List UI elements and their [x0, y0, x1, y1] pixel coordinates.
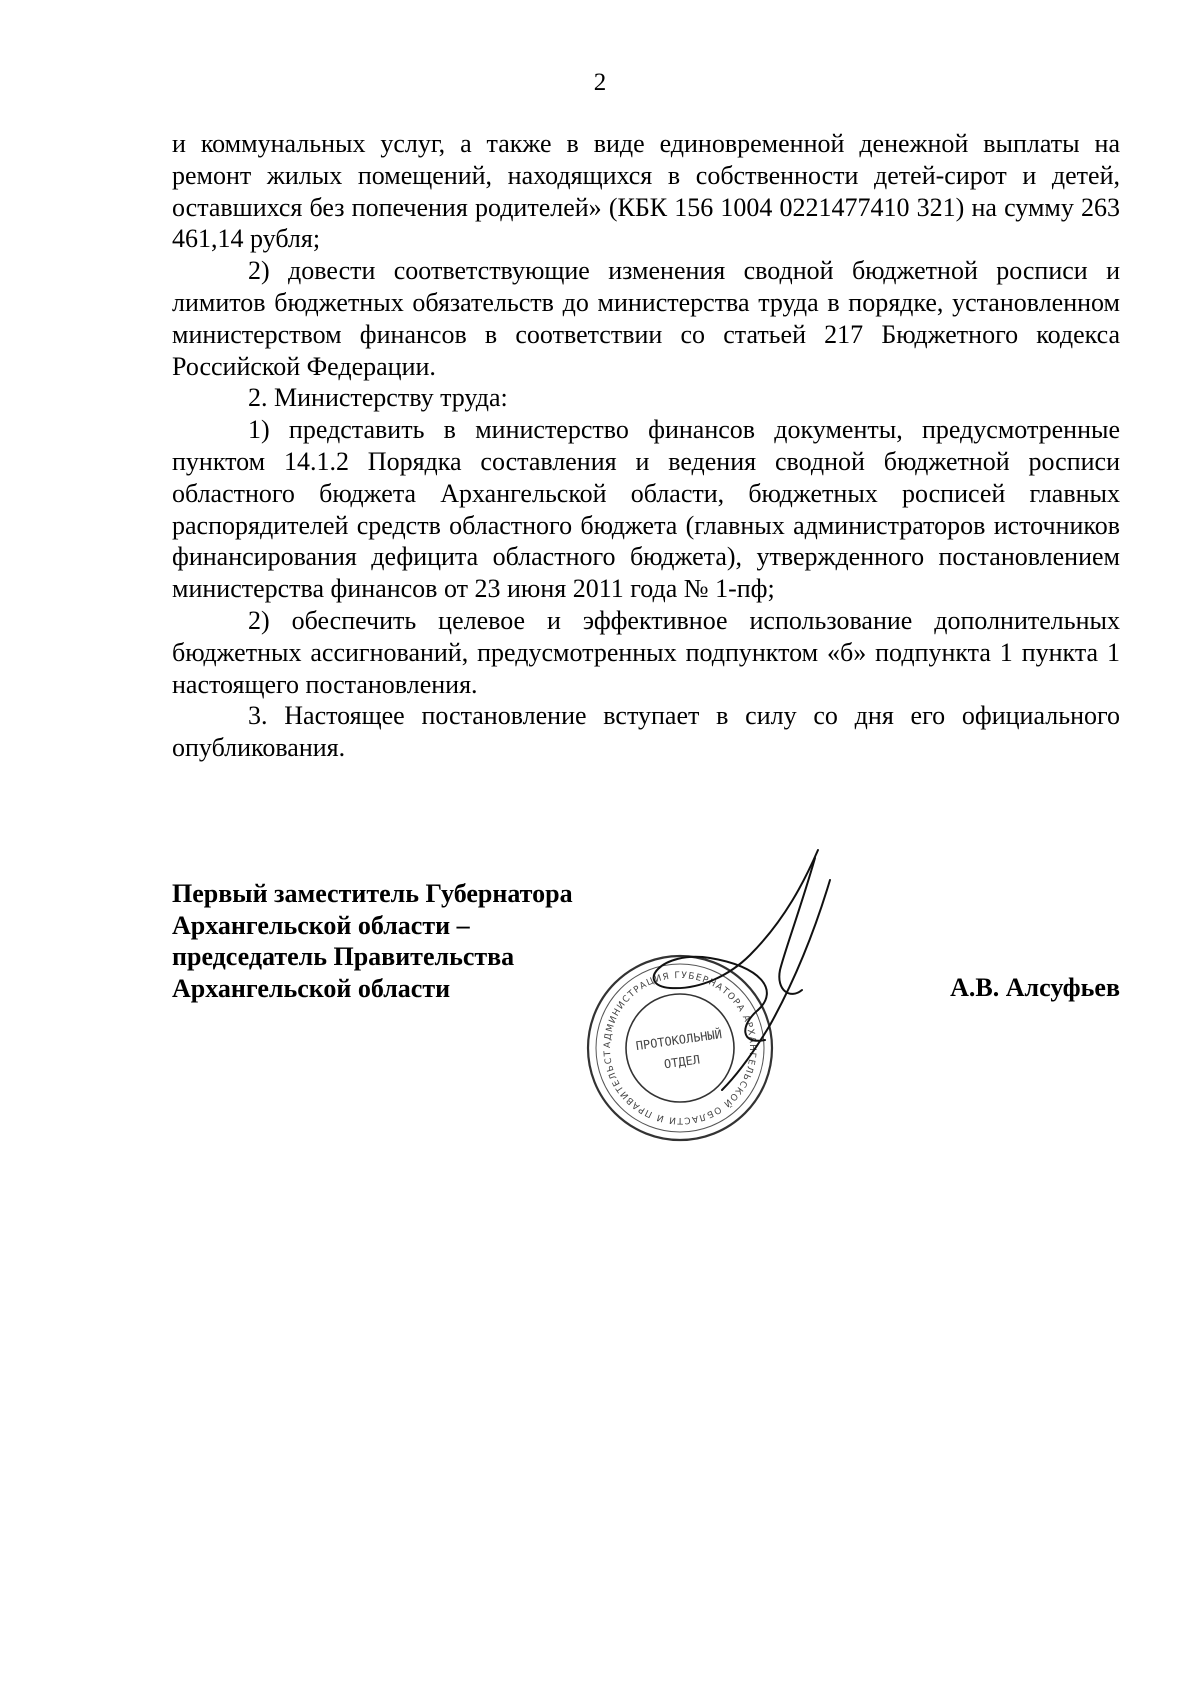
official-title-line: Архангельской области – — [172, 910, 470, 940]
official-title-line: председатель Правительства — [172, 942, 515, 971]
official-title-line: Архангельской области — [172, 973, 451, 1003]
seal-ring-text: АДМИНИСТРАЦИЯ ГУБЕРНАТОРА АРХАНГЕЛЬСКОЙ ОБЛАСТИ И ПРАВИТЕЛЬСТВА АРХАНГЕЛЬСКОЙ ОБЛАСТИ — [585, 843, 758, 1126]
official-title-line: Первый заместитель Губернатора — [172, 879, 573, 908]
official-name: А.В. Алсуфьев — [950, 973, 1120, 1002]
seal-center-line: ПРОТОКОЛЬНЫЙ — [634, 1027, 723, 1054]
stamp-and-signature — [585, 843, 850, 1210]
paragraph-point-2: 2. Министерству труда: — [248, 383, 508, 413]
page-number: 2 — [593, 69, 607, 96]
paragraph-point-2-subpoint-2: 2) обеспечить целевое и эффективное использование дополнительных бюджетных ассигнований, предусмотренных подпунктом «б» подпункта 1 пункта 1 настоящего постановления. — [172, 605, 1120, 699]
stamp-signature-graphic — [585, 843, 850, 1210]
official-seal — [586, 841, 772, 1140]
paragraph-point-2-subpoint-1: 1) представить в министерство финансов документы, предусмотренные пунктом 14.1.2 Порядка составления и ведения сводной бюджетной росписи областного бюджета Архангельской области, бюджетных росписей главных распорядителей средств областного бюджета (главных администраторов источников финансирования дефицита областного бюджета), утвержденного постановлением министерства финансов от 23 июня 2011 года № 1-пф; — [172, 415, 1120, 604]
paragraph-continuation: и коммунальных услуг, а также в виде единовременной денежной выплаты на ремонт жилых помещений, находящихся в собственности детей-сирот и детей, оставшихся без попечения родителей» (КБК 156 1004 0221477410 321) на сумму 263 461,14 рубля; — [172, 129, 1120, 254]
seal-center-line: ОТДЕЛ — [663, 1052, 701, 1072]
document-body — [172, 128, 1120, 764]
paragraph-point-3: 3. Настоящее постановление вступает в силу со дня его официального опубликования. — [172, 701, 1120, 763]
handwritten-signature — [654, 850, 830, 1090]
paragraph-subpoint-2: 2) довести соответствующие изменения сводной бюджетной росписи и лимитов бюджетных обязательств до министерства труда в порядке, установленном министерством финансов в соответствии со статьей 217 Бюджетного кодекса Российской Федерации. — [172, 256, 1120, 381]
